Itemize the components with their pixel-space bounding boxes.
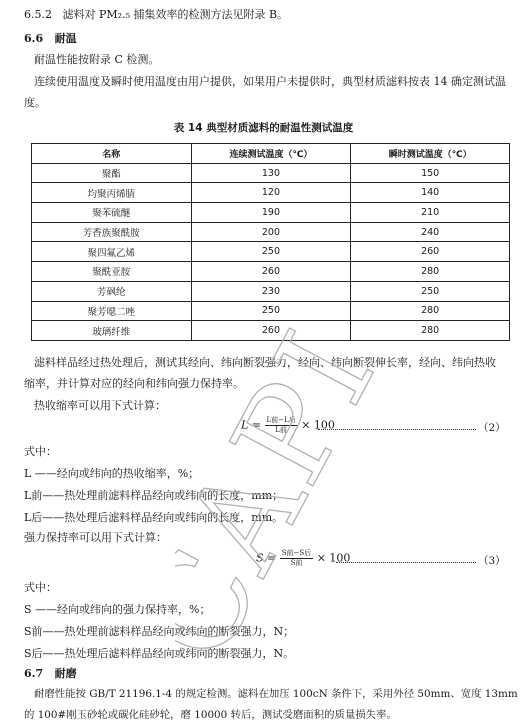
watermark-text: CAPI [175,305,406,670]
table-row [32,222,510,242]
paragraph: 连续使用温度及瞬时使用温度由用户提供，如果用户未提供时，典型材质滤料按表 14 确定测试温 [34,75,506,88]
continuous-temp: 250 [191,301,351,321]
formula-lhs: S = [256,551,277,565]
definition: L后——热处理后滤料样品经向或纬向的长度，mm。 [24,511,284,524]
fraction-denominator: S前 [290,559,303,567]
section-6-5-2 [24,7,288,22]
paragraph: 耐磨性能按 GB/T 21196.1-4 的规定检测。滤料在加压 100cN 条件下，采用外径 50mm、宽度 13mm [34,688,518,700]
formula-fraction [280,549,313,568]
instant-temp: 150 [351,163,510,183]
instant-temp: 260 [351,242,510,262]
table-row [32,203,510,223]
leader-dots [336,562,476,563]
paragraph: 强力保持率可以用下式计算： [24,531,167,544]
where-label: 式中： [24,581,57,594]
section-number: 6.5.2 [24,8,52,21]
table-caption: 表 14 典型材质滤料的耐温性测试温度 [173,122,354,134]
material-name: 聚酯 [32,163,192,183]
material-name: 聚四氟乙烯 [32,242,192,262]
paragraph: 缩率，并计算对应的经向和纬向强力保持率。 [24,377,244,390]
section-text: 滤料对 PM₂.₅ 捕集效率的检测方法见附录 B。 [62,8,289,21]
formula-fraction [265,416,298,435]
instant-temp: 240 [351,222,510,242]
paragraph: 度。 [24,96,46,109]
where-label: 式中： [24,445,57,458]
instant-temp: 210 [351,203,510,223]
equation-number: （3） [478,555,506,567]
table-row [32,163,510,183]
paragraph: 耐温性能按附录 C 检测。 [34,53,160,66]
continuous-temp: 230 [191,281,351,301]
continuous-temp: 260 [191,321,351,341]
material-name: 玻璃纤维 [32,321,192,341]
material-name: 聚酰亚胺 [32,262,192,282]
material-name: 芳香族聚酰胺 [32,222,192,242]
material-name: 芳砜纶 [32,281,192,301]
table-row [32,281,510,301]
continuous-temp: 260 [191,262,351,282]
instant-temp: 140 [351,183,510,203]
formula-tail: × 100 [316,551,351,565]
continuous-temp: 250 [191,242,351,262]
paragraph: 的 100#刚玉砂轮或碳化硅砂轮，磨 10000 转后，测试受磨面积的质量损失率。 [24,709,397,721]
section-title: 耐温 [54,32,77,45]
header-continuous-temp: 连续测试温度（℃） [191,144,351,164]
definition: S ——经向或纬向的强力保持率，%； [24,603,211,616]
continuous-temp: 190 [191,203,351,223]
fraction-numerator: S前−S后 [281,549,312,557]
continuous-temp: 120 [191,183,351,203]
instant-temp: 280 [351,321,510,341]
paragraph: 滤料样品经过热处理后，测试其经向、纬向断裂强力，经向、纬向断裂伸长率，经向、纬向热收 [34,356,496,369]
temperature-table [31,143,510,341]
continuous-temp: 130 [191,163,351,183]
leader-dots [318,429,476,430]
paragraph: 热收缩率可以用下式计算： [34,399,166,412]
table-row [32,301,510,321]
section-6-7-heading [24,666,77,681]
table-row [32,242,510,262]
table-row [32,262,510,282]
fraction-numerator: L前−L后 [266,416,296,424]
equation-number: （2） [478,422,506,434]
section-number: 6.6 [24,32,44,45]
material-name: 聚芳噁二唑 [32,301,192,321]
definition: S前——热处理前滤料样品经向或纬向的断裂强力，N； [24,625,295,638]
continuous-temp: 200 [191,222,351,242]
definition: L ——经向或纬向的热收缩率，%； [24,467,200,480]
material-name: 均聚丙烯腈 [32,183,192,203]
instant-temp: 280 [351,301,510,321]
definition: S后——热处理后滤料样品经向或纬向的断裂强力，N。 [24,647,295,660]
header-name: 名称 [32,144,192,164]
header-instant-temp: 瞬时测试温度（℃） [351,144,510,164]
formula-tail: × 100 [301,418,335,432]
material-name: 聚苯硫醚 [32,203,192,223]
instant-temp: 280 [351,262,510,282]
formula-2 [241,416,335,435]
fraction-denominator: L前 [275,426,287,434]
table-row [32,321,510,341]
formula-lhs: L = [241,418,262,432]
table-row [32,183,510,203]
instant-temp: 250 [351,281,510,301]
table-header-row [32,144,510,164]
definition: L前——热处理前滤料样品经向或纬向的长度，mm； [24,489,284,502]
section-title: 耐磨 [54,667,77,680]
formula-3 [256,549,350,568]
section-6-6-heading [24,31,77,46]
section-number: 6.7 [24,667,44,680]
